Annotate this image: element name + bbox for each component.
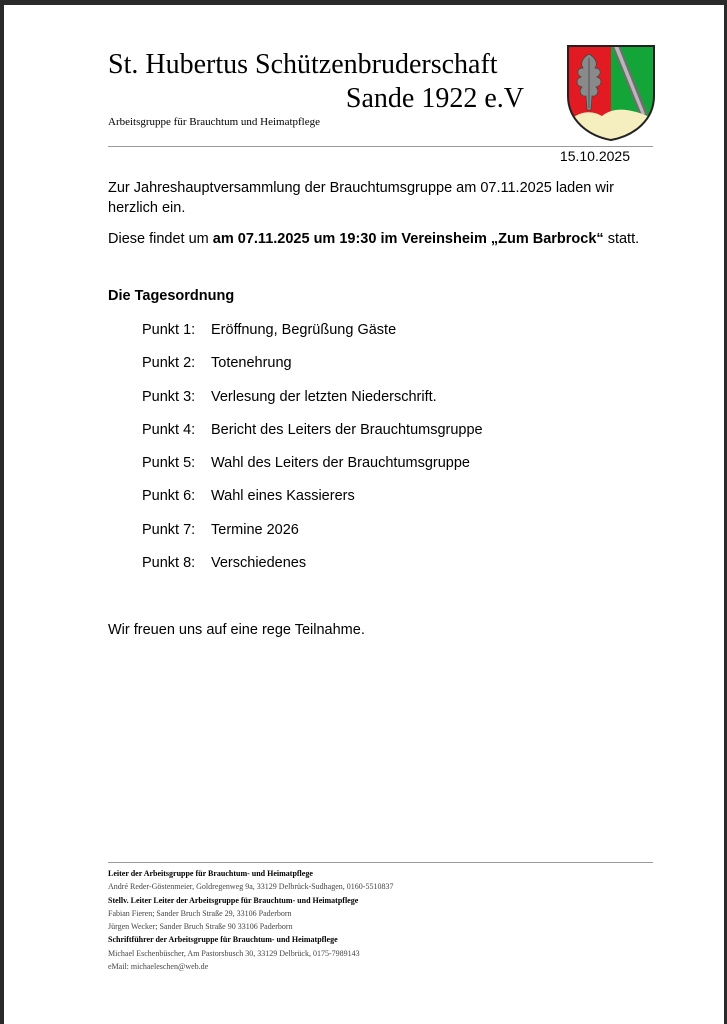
organization-subtitle: Sande 1922 e.V — [345, 83, 524, 114]
agenda-text: Wahl eines Kassierers — [211, 488, 355, 505]
agenda-number: Punkt 1: — [142, 322, 196, 338]
agenda-item — [142, 387, 483, 420]
venue-paragraph — [108, 229, 653, 249]
venue-suffix: statt. — [603, 231, 640, 247]
agenda-item — [142, 420, 483, 453]
footer-divider — [108, 862, 653, 863]
header-divider — [108, 146, 653, 147]
screen-frame-top — [0, 0, 727, 5]
footer-secretary-title: Schriftführer der Arbeitsgruppe für Brauchtum- und Heimatpflege — [108, 935, 338, 945]
agenda-item — [142, 453, 483, 486]
agenda-text: Verlesung der letzten Niederschrift. — [211, 388, 437, 405]
agenda-text: Bericht des Leiters der Brauchtumsgruppe — [211, 421, 483, 438]
agenda-number: Punkt 5: — [142, 455, 196, 472]
agenda-text: Termine 2026 — [211, 521, 299, 538]
agenda-item — [142, 553, 483, 586]
agenda-number: Punkt 3: — [142, 388, 196, 405]
coat-of-arms-icon — [566, 44, 656, 142]
agenda-number: Punkt 7: — [142, 521, 196, 538]
letter-date: 15.10.2025 — [559, 148, 630, 164]
agenda-text: Eröffnung, Begrüßung Gäste — [211, 322, 397, 338]
agenda-text: Wahl des Leiters der Brauchtumsgruppe — [211, 455, 470, 472]
screen-frame-left — [0, 0, 4, 1024]
agenda-text: Totenehrung — [211, 355, 292, 372]
agenda-list — [142, 320, 483, 586]
footer-contacts — [108, 867, 393, 973]
agenda-item — [142, 486, 483, 519]
agenda-text: Verschiedenes — [211, 555, 307, 572]
closing-sentence: Wir freuen uns auf eine rege Teilnahme. — [108, 622, 365, 638]
footer-deputy-1: Fabian Fieren; Sander Bruch Straße 29, 33106 Paderborn — [108, 908, 292, 918]
organization-name: St. Hubertus Schützenbruderschaft — [108, 49, 498, 80]
agenda-item — [142, 520, 483, 553]
footer-email: eMail: michaeleschen@web.de — [108, 962, 209, 972]
footer-secretary: Michael Eschenbüscher, Am Pastorsbusch 30, 33129 Delbrück, 0175-7989143 — [108, 948, 360, 958]
agenda-title: Die Tagesordnung — [108, 288, 235, 304]
venue-prefix: Diese findet um — [108, 231, 213, 247]
footer-deputy-title: Stellv. Leiter Leiter der Arbeitsgruppe für Brauchtum- und Heimatpflege — [108, 895, 359, 905]
footer-leader: André Reder-Göstenmeier, Goldregenweg 9a, 33129 Delbrück-Sudhagen, 0160-5510837 — [108, 882, 394, 892]
agenda-number: Punkt 4: — [142, 421, 196, 438]
agenda-number: Punkt 8: — [142, 555, 196, 572]
working-group-name: Arbeitsgruppe für Brauchtum und Heimatpflege — [108, 116, 320, 128]
agenda-item — [142, 353, 483, 386]
agenda-number: Punkt 2: — [142, 355, 196, 372]
venue-details: am 07.11.2025 um 19:30 im Vereinsheim „Zum Barbrock“ — [212, 231, 604, 247]
footer-deputy-2: Jürgen Wecker; Sander Bruch Straße 90 33106 Paderborn — [108, 922, 293, 932]
agenda-item — [142, 320, 483, 353]
intro-paragraph: Zur Jahreshauptversammlung der Brauchtumsgruppe am 07.11.2025 laden wir herzlich ein. — [108, 180, 614, 216]
footer-leader-title: Leiter der Arbeitsgruppe für Brauchtum- und Heimatpflege — [108, 869, 313, 878]
agenda-number: Punkt 6: — [142, 488, 196, 505]
